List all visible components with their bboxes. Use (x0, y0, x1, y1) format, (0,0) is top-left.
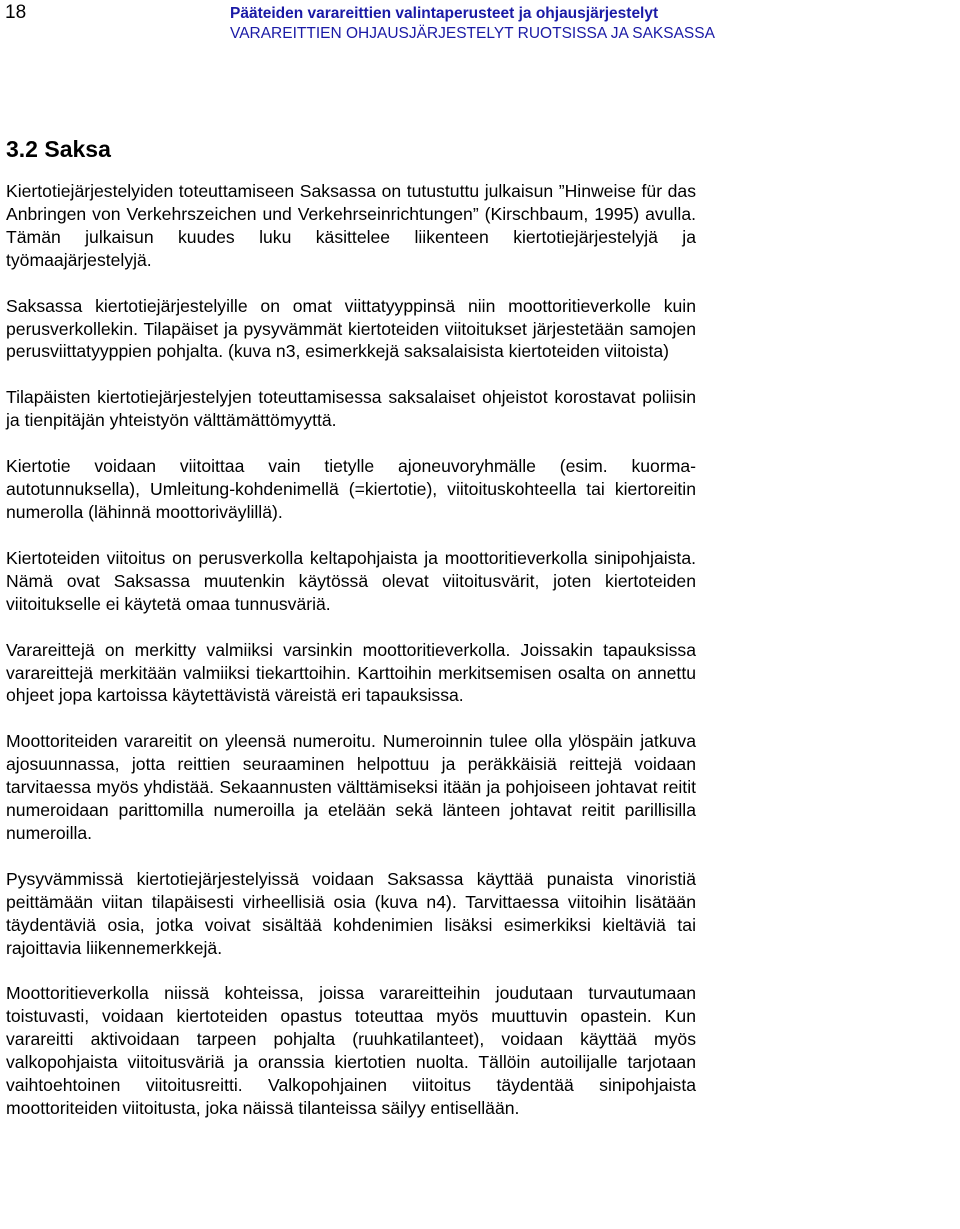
chapter-title: VARAREITTIEN OHJAUSJÄRJESTELYT RUOTSISSA JA SAKSASSA (230, 25, 715, 42)
paragraph: Kiertotie voidaan viitoittaa vain tietylle ajoneuvoryhmälle (esim. kuorma-autotunnuksella), Umleitung-kohdenimellä (=kiertotie), viitoituskohteella tai kiertoreitin numerolla (lähinnä moottoriväylillä). (6, 456, 696, 522)
paragraph: Varareittejä on merkitty valmiiksi varsinkin moottoritieverkolla. Joissakin tapauksissa varareittejä merkitään valmiiksi tiekarttoihin. Karttoihin merkitsemisen osalta on annettu ohjeet jopa kartoissa käytettävistä väreistä eri tapauksissa. (6, 639, 696, 706)
page-number: 18 (5, 2, 27, 23)
paragraph: Saksassa kiertotiejärjestelyille on omat viittatyyppinsä niin moottoritieverkolle kuin perusverkollekin. Tilapäiset ja pysyvämmät kiertoteiden viitoitukset järjestetään samojen perusviittatyyppien pohjalta. (kuva n3, esimerkkejä saksalaisista kiertoteiden viitoista) (6, 295, 696, 362)
paragraph: Pysyvämmissä kiertotiejärjestelyissä voidaan Saksassa käyttää punaista vinoristiä peittämään viitan tilapäisesti virheellisiä osia (kuva n4). Tarvittaessa viitoihin lisätään täydentäviä osia, jotka voivat sisältää kohdenimien lisäksi esimerkiksi kieltäviä tai rajoittavia liikennemerkkejä. (6, 868, 696, 958)
paragraph: Kiertoteiden viitoitus on perusverkolla keltapohjaista ja moottoritieverkolla sinipohjaista. Nämä ovat Saksassa muutenkin käytössä olevat viitoitusvärit, joten kiertoteiden viitoitukselle ei käytetä omaa tunnusväriä. (6, 547, 696, 614)
body-text (6, 180, 696, 1120)
paragraph: Tilapäisten kiertotiejärjestelyjen toteuttamisessa saksalaiset ohjeistot korostavat poliisin ja tienpitäjän yhteistyön välttämättömyyttä. (6, 387, 696, 431)
running-header (230, 4, 930, 44)
paragraph: Moottoritieverkolla niissä kohteissa, joissa varareitteihin joudutaan turvautumaan toistuvasti, voidaan kiertoteiden opastus toteuttaa myös muuttuvin opastein. Kun varareitti aktivoidaan tarpeen pohjalta (ruuhkatilanteet), voidaan käyttää myös valkopohjaista viitoitusväriä ja oranssia kiertotien nuolta. Tällöin autoilijalle tarjotaan vaihtoehtoinen viitoitusreitti. Valkopohjainen viitoitus täydentää sinipohjaista moottoriteiden viitoitusta, joka näissä tilanteissa säilyy entisellään. (6, 983, 696, 1118)
paragraph: Kiertotiejärjestelyiden toteuttamiseen Saksassa on tutustuttu julkaisun ”Hinweise für das Anbringen von Verkehrszeichen und Verkehrseinrichtungen” (Kirschbaum, 1995) avulla. Tämän julkaisun kuudes luku käsittelee liikenteen kiertotiejärjestelyjä ja työmaajärjestelyjä. (6, 181, 696, 270)
paragraph: Moottoriteiden varareitit on yleensä numeroitu. Numeroinnin tulee olla ylöspäin jatkuva ajosuunnassa, jotta reittien seuraaminen helpottuu ja peräkkäisiä reittejä voidaan tarvitaessa myös yhdistää. Sekaannusten välttämiseksi itään ja pohjoiseen johtavat reitit numeroidaan parittomilla numeroilla ja etelään sekä länteen johtavat reitit parillisilla numeroilla. (6, 731, 696, 843)
document-title: Pääteiden varareittien valintaperusteet ja ohjausjärjestelyt (230, 5, 659, 22)
section-heading: 3.2 Saksa (6, 136, 111, 162)
